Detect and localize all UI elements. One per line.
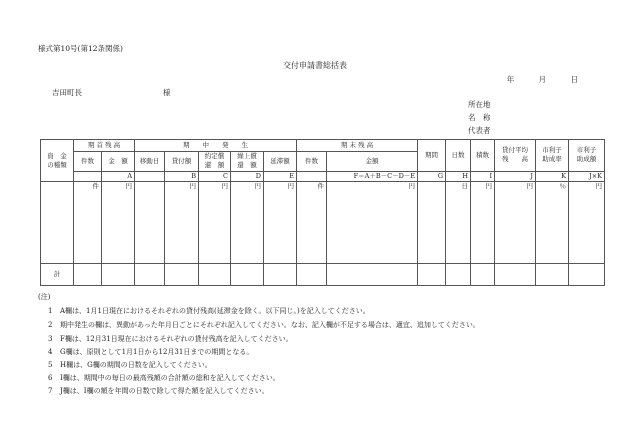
unit-en: 円 [495, 182, 536, 264]
early-repay-header: 繰上償 還 額 [231, 151, 264, 171]
summary-table [40, 139, 605, 286]
form-number: 様式第10号(第12条関係) [38, 44, 123, 53]
applicant-address-label: 所在地 [468, 100, 491, 109]
total-cell [297, 263, 327, 285]
total-cell [74, 263, 102, 285]
loan-amount-header: 貸付額 [165, 151, 199, 171]
total-cell [135, 263, 165, 285]
unit-pct: ％ [536, 182, 569, 264]
letter-h: H [446, 171, 471, 182]
total-cell [471, 263, 495, 285]
unit-en: 円 [165, 182, 199, 264]
body-cell [418, 182, 446, 264]
during-period-header: 期 中 発 生 [135, 140, 297, 152]
letter-d: D [231, 171, 264, 182]
closing-amount-header: 金額 [327, 151, 418, 171]
total-cell [446, 263, 471, 285]
unit-ken: 件 [297, 182, 327, 264]
letter-b: B [165, 171, 199, 182]
date-month-label: 月 [538, 75, 547, 84]
notes-heading: (注) [38, 293, 51, 301]
total-cell [264, 263, 297, 285]
date-line [485, 74, 578, 85]
note-item: 2 期中発生の欄は、異動があった年月日ごとにそれぞれ記入してください。なお、記入欄が不足する場合は、適宜、追加してください。 [48, 321, 480, 329]
formula-jk: J×K [569, 171, 605, 182]
unit-en: 円 [569, 182, 605, 264]
period-header: 期間 [418, 140, 446, 172]
total-cell [495, 263, 536, 285]
unit-en: 円 [102, 182, 135, 264]
letter-cell [74, 171, 102, 182]
unit-ken: 件 [74, 182, 102, 264]
applicant-rep-label: 代表者 [468, 126, 491, 135]
total-cell [418, 263, 446, 285]
date-day-label: 日 [570, 75, 578, 84]
letter-g: G [418, 171, 446, 182]
letter-e: E [264, 171, 297, 182]
note-item: 1 A欄は、1月1日現在におけるそれぞれの貸付残高(延滞金を除く。以下同じ。)を記入してください。 [48, 307, 370, 315]
avg-balance-header: 貸付平均 残 高 [495, 140, 536, 172]
note-item: 6 I欄は、期間中の毎日の最高残額の合計額の総和を記入してください。 [48, 374, 280, 382]
letter-i: I [471, 171, 495, 182]
body-cell [135, 182, 165, 264]
closing-count-header: 件数 [297, 151, 327, 171]
letter-cell [297, 171, 327, 182]
total-cell [536, 263, 569, 285]
letter-cell [135, 171, 165, 182]
body-cell [41, 182, 74, 264]
note-item: 7 J欄は、I欄の額を年間の日数で除して得た額を記入してください。 [48, 387, 269, 395]
total-cell [231, 263, 264, 285]
unit-nichi: 日 [446, 182, 471, 264]
document-title: 交付申請書総括表 [283, 61, 347, 70]
total-cell [327, 263, 418, 285]
unit-en: 円 [471, 182, 495, 264]
subsidy-header: 市利子 助成額 [569, 140, 605, 172]
unit-en: 円 [231, 182, 264, 264]
letter-j: J [495, 171, 536, 182]
letter-c: C [199, 171, 231, 182]
date-year-label: 年 [506, 75, 515, 84]
unit-en: 円 [199, 182, 231, 264]
total-label: 計 [41, 263, 74, 285]
scheduled-repay-header: 約定償 還 額 [199, 151, 231, 171]
letter-a: A [102, 171, 135, 182]
addressee: 吉田町長 [52, 88, 82, 97]
formula-f: F＝A＋B－C－D－E [327, 171, 418, 182]
total-cell [569, 263, 605, 285]
rate-header: 市利子 助成率 [536, 140, 569, 172]
fund-type-header: 資 金 の種類 [41, 140, 74, 182]
applicant-name-label: 名 称 [468, 113, 491, 122]
product-header: 積数 [471, 140, 495, 172]
arrears-header: 延滞額 [264, 151, 297, 171]
closing-balance-header: 期 末 残 高 [297, 140, 418, 152]
days-header: 日数 [446, 140, 471, 172]
note-item: 4 G欄は、原則として1月1日から12月31日までの期間となる。 [48, 348, 254, 356]
letter-k: K [536, 171, 569, 182]
note-item: 5 H欄は、G欄の期間の日数を記入してください。 [48, 361, 212, 369]
total-cell [199, 263, 231, 285]
unit-en: 円 [327, 182, 418, 264]
opening-balance-header: 期 首 残 高 [74, 140, 135, 152]
unit-en: 円 [264, 182, 297, 264]
opening-count-header: 件数 [74, 151, 102, 171]
opening-amount-header: 金 額 [102, 151, 135, 171]
total-cell [102, 263, 135, 285]
honorific: 様 [163, 88, 171, 97]
total-cell [165, 263, 199, 285]
note-item: 3 F欄は、12月31日現在におけるそれぞれの貸付残高を記入してください。 [48, 335, 293, 343]
transfer-date-header: 移動日 [135, 151, 165, 171]
